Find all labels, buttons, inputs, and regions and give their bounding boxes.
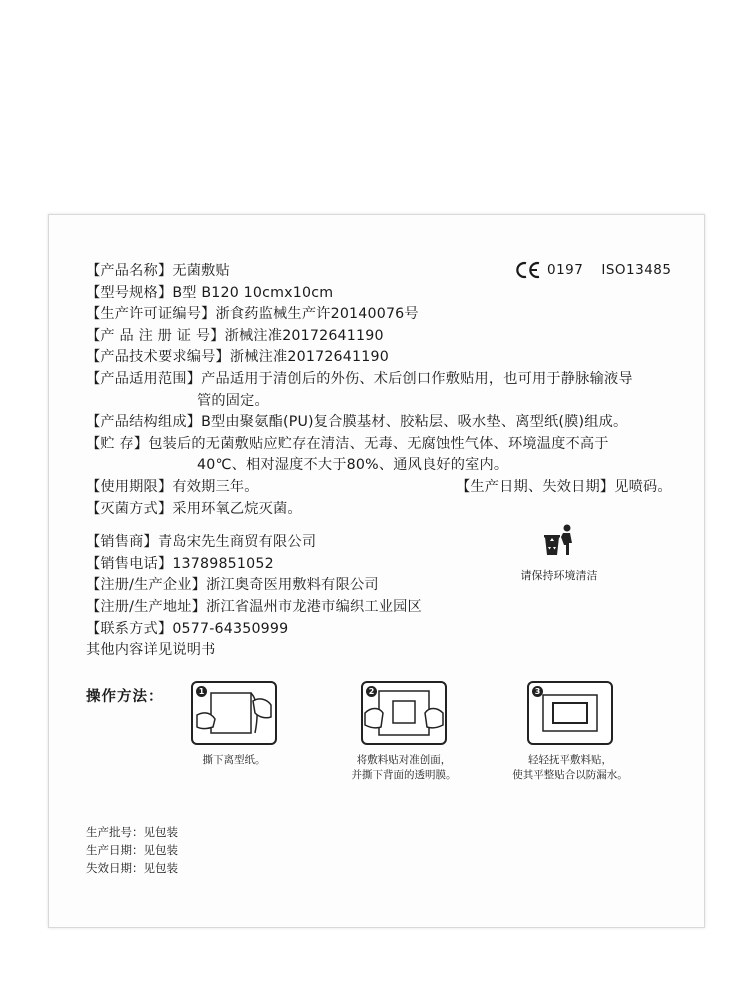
manufacture-expiry-dates: 【生产日期、失效日期】见喷码。 — [456, 478, 672, 495]
operation-step-1 — [169, 681, 299, 768]
product-name: 【产品名称】无菌敷贴 — [86, 263, 230, 279]
tidyman-icon — [541, 523, 577, 559]
operation-step-2 — [339, 681, 469, 783]
step-1-caption — [169, 753, 299, 768]
ce-mark-icon — [515, 261, 541, 279]
contact: 【联系方式】0577-64350999 — [86, 620, 289, 637]
ce-number: 0197 — [547, 262, 584, 278]
keep-clean-caption: 请保持环境清洁 — [520, 569, 598, 582]
model-spec: 【型号规格】B型 B120 10cmx10cm — [86, 284, 334, 301]
step-3-caption-line-2: 使其平整贴合以防漏水。 — [512, 769, 628, 781]
other-info: 其他内容详见说明书 — [86, 642, 216, 659]
validity: 【使用期限】有效期三年。 — [86, 478, 259, 495]
validity-row — [86, 477, 672, 499]
step-1-illustration — [191, 681, 277, 745]
production-license: 【生产许可证编号】浙食药监械生产许20140076号 — [86, 306, 419, 323]
certification-marks — [515, 261, 671, 279]
manufacture-date: 生产日期：见包装 — [86, 843, 178, 857]
keep-clean-notice — [504, 523, 614, 583]
manufacturer-address: 【注册/生产地址】浙江省温州市龙港市编织工业园区 — [86, 598, 422, 615]
step-2-number: 2 — [366, 686, 377, 697]
step-3-number: 3 — [532, 686, 543, 697]
step-2-illustration — [361, 681, 447, 745]
product-label-card — [48, 214, 705, 928]
step-2-caption — [339, 753, 469, 783]
step-1-caption-line-1: 撕下离型纸。 — [202, 754, 266, 766]
storage-line-1: 【贮 存】包装后的无菌敷贴应贮存在清洁、无毒、无腐蚀性气体、环境温度不高于 — [86, 435, 609, 452]
manufacturer: 【注册/生产企业】浙江奥奇医用敷料有限公司 — [86, 577, 379, 594]
sterilization: 【灭菌方式】采用环氧乙烷灭菌。 — [86, 500, 302, 517]
step-3-illustration — [527, 681, 613, 745]
step-2-caption-line-2: 并撕下背面的透明膜。 — [351, 769, 457, 781]
seller: 【销售商】青岛宋先生商贸有限公司 — [86, 534, 317, 551]
step-1-number: 1 — [196, 686, 207, 697]
batch-info — [86, 823, 178, 877]
operation-step-3 — [505, 681, 635, 783]
scope-line-1: 【产品适用范围】产品适用于清创后的外伤、术后创口作敷贴用，也可用于静脉输液导 — [86, 370, 633, 387]
seller-phone: 【销售电话】13789851052 — [86, 555, 274, 572]
registration-number: 【产 品 注 册 证 号】浙械注准20172641190 — [86, 327, 384, 344]
step-3-caption — [505, 753, 635, 783]
expiry-date: 失效日期：见包装 — [86, 861, 178, 875]
scope-line-2: 管的固定。 — [197, 392, 269, 409]
step-3-caption-line-1: 轻轻抚平敷料贴， — [528, 754, 612, 766]
structure: 【产品结构组成】B型由聚氨酯(PU)复合膜基材、胶粘层、吸水垫、离型纸(膜)组成。 — [86, 414, 628, 431]
storage-line-2: 40℃、相对湿度不大于80%、通风良好的室内。 — [197, 457, 509, 474]
technical-requirement: 【产品技术要求编号】浙械注准20172641190 — [86, 349, 389, 366]
step-2-caption-line-1: 将敷料贴对准创面， — [356, 754, 452, 766]
operation-title: 操作方法： — [86, 689, 164, 705]
iso-standard: ISO13485 — [601, 262, 672, 278]
lot-number: 生产批号：见包装 — [86, 825, 178, 839]
